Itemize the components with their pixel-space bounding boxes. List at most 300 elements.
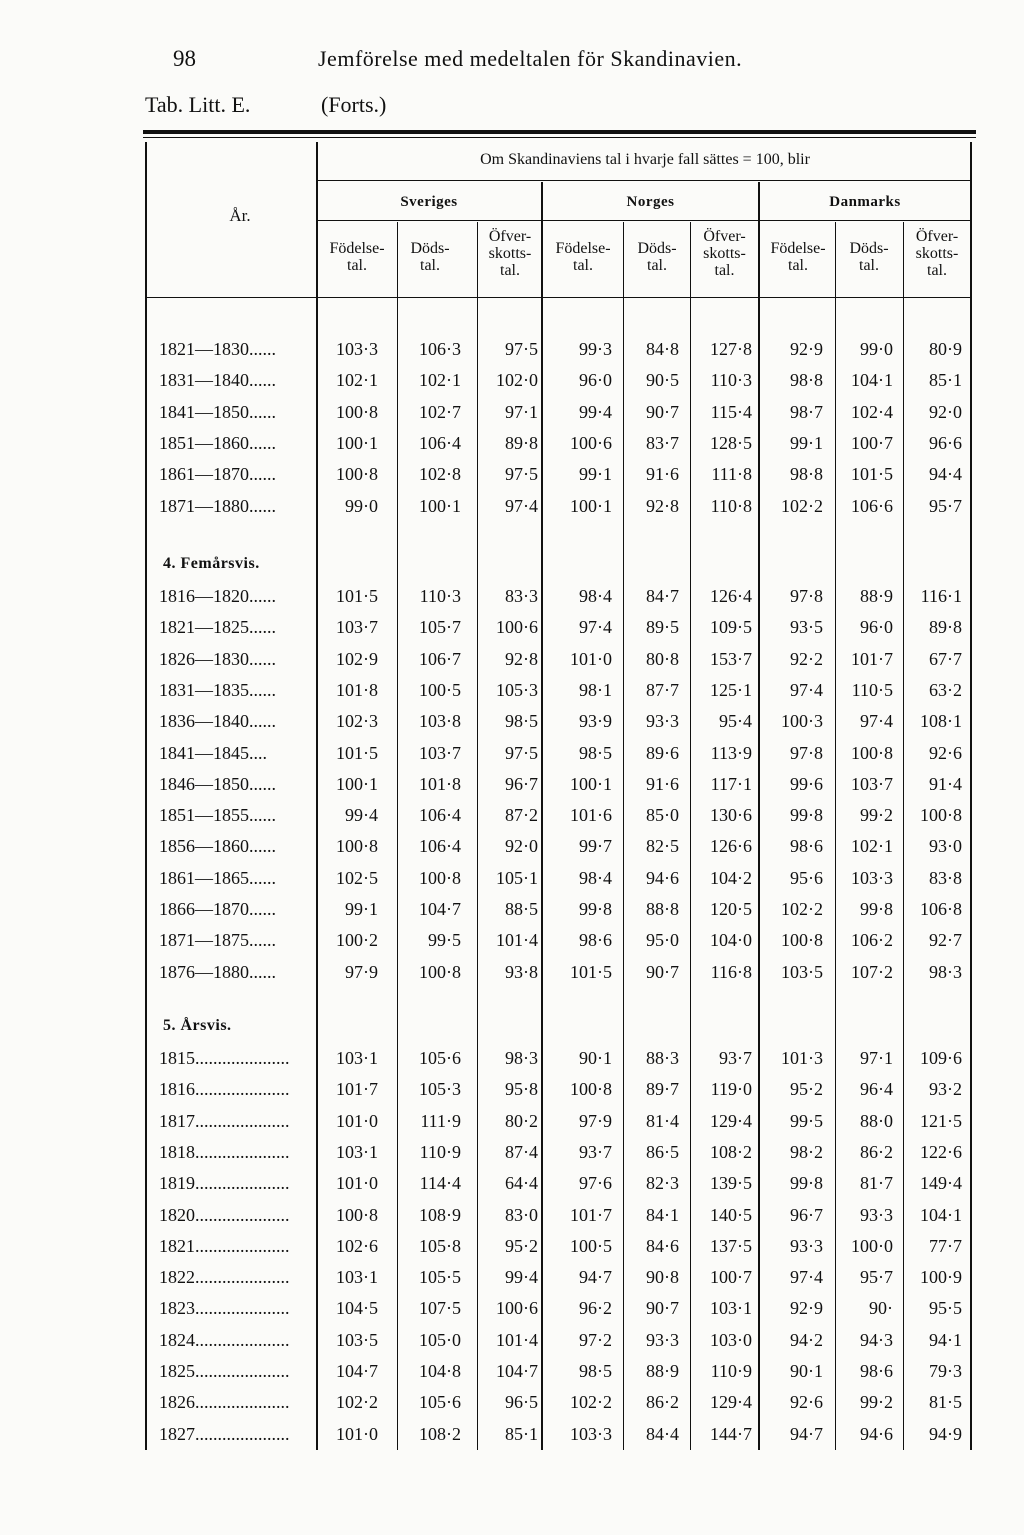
value-cell: 93·2 (929, 1079, 962, 1100)
value-cell: 92·7 (929, 930, 962, 951)
value-cell: 104·7 (336, 1361, 378, 1381)
value-cell: 97·5 (505, 339, 538, 359)
value-cell: 98·2 (790, 1141, 823, 1162)
value-cell: 101·0 (336, 1173, 378, 1194)
value-cell: 91·6 (646, 464, 679, 485)
value-cell: 102·1 (851, 836, 893, 857)
year-cell: 1831—1835...... (159, 679, 276, 700)
year-cell: 1841—1850...... (159, 401, 276, 422)
value-cell: 101·4 (496, 1329, 538, 1350)
value-cell: 144·7 (710, 1423, 752, 1444)
value-cell: 95·0 (646, 930, 679, 951)
value-cell: 93·7 (719, 1048, 752, 1068)
value-cell: 115·4 (710, 401, 752, 422)
value-cell: 89·5 (646, 617, 679, 638)
value-cell: 101·6 (570, 805, 612, 826)
value-cell: 116·8 (710, 961, 752, 982)
table-row (0, 1073, 1024, 1104)
value-cell: 97·9 (579, 1110, 612, 1131)
value-cell: 101·5 (336, 742, 378, 763)
value-cell: 100·1 (336, 432, 378, 453)
year-cell: 1826—1830...... (159, 648, 276, 669)
value-cell: 79·3 (929, 1361, 962, 1381)
value-cell: 94·3 (860, 1329, 893, 1350)
value-cell: 99·3 (579, 339, 612, 359)
table-row (0, 1230, 1024, 1261)
value-cell: 98·8 (790, 370, 823, 391)
table-label: Tab. Litt. E. (145, 92, 251, 117)
value-cell: 117·1 (710, 773, 752, 794)
value-cell: 86·2 (860, 1141, 893, 1162)
value-cell: 103·3 (851, 867, 893, 888)
value-cell: 140·5 (710, 1204, 752, 1225)
value-cell: 102·2 (781, 495, 823, 516)
value-cell: 104·7 (419, 899, 461, 919)
value-cell: 87·4 (505, 1141, 538, 1162)
value-cell: 64·4 (505, 1173, 538, 1194)
value-cell: 99·8 (579, 899, 612, 919)
year-cell: 1819..................... (159, 1173, 290, 1194)
value-cell: 92·6 (790, 1392, 823, 1413)
value-cell: 98·4 (579, 586, 612, 606)
value-cell: 128·5 (710, 432, 752, 453)
table-row (0, 893, 1024, 924)
value-cell: 90·1 (790, 1361, 823, 1381)
value-cell: 99·8 (790, 1173, 823, 1194)
value-cell: 97·4 (790, 679, 823, 700)
value-cell: 100·9 (920, 1267, 962, 1288)
value-cell: 87·2 (505, 805, 538, 826)
value-cell: 95·4 (719, 711, 752, 732)
value-cell: 83·3 (505, 586, 538, 606)
value-cell: 82·3 (646, 1173, 679, 1194)
value-cell: 102·0 (496, 370, 538, 391)
value-cell: 98·5 (579, 742, 612, 763)
year-cell: 1851—1855...... (159, 805, 276, 826)
table-row (0, 1324, 1024, 1355)
year-cell: 1866—1870...... (159, 899, 276, 919)
page-number: 98 (173, 46, 196, 71)
value-cell: 92·6 (929, 742, 962, 763)
value-cell: 95·8 (505, 1079, 538, 1100)
value-cell: 102·2 (781, 899, 823, 919)
value-cell: 98·4 (579, 867, 612, 888)
value-cell: 92·9 (790, 1298, 823, 1319)
value-cell: 106·3 (419, 339, 461, 359)
year-cell: 1821—1825...... (159, 617, 276, 638)
value-cell: 100·8 (336, 401, 378, 422)
value-cell: 92·2 (790, 648, 823, 669)
value-cell: 89·7 (646, 1079, 679, 1100)
value-cell: 81·7 (860, 1173, 893, 1194)
value-cell: 94·7 (579, 1267, 612, 1288)
table-row (0, 674, 1024, 705)
table-row (0, 1261, 1024, 1292)
value-cell: 90·7 (646, 401, 679, 422)
value-cell: 92·0 (929, 401, 962, 422)
super-header: Om Skandinaviens tal i hvarje fall sättes = 100, blir (480, 151, 810, 168)
value-cell: 99·2 (860, 805, 893, 826)
value-cell: 101·8 (336, 679, 378, 700)
value-cell: 80·9 (929, 339, 962, 359)
value-cell: 122·6 (920, 1141, 962, 1162)
value-cell: 149·4 (920, 1173, 962, 1194)
value-cell: 77·7 (929, 1235, 962, 1256)
table-row (0, 799, 1024, 830)
year-cell: 1826..................... (159, 1392, 290, 1413)
value-cell: 93·7 (579, 1141, 612, 1162)
value-cell: 96·0 (860, 617, 893, 638)
value-cell: 93·9 (579, 711, 612, 732)
value-cell: 93·3 (646, 1329, 679, 1350)
value-cell: 100·8 (419, 867, 461, 888)
value-cell: 100·8 (920, 805, 962, 826)
table-row (0, 490, 1024, 521)
value-cell: 100·0 (851, 1235, 893, 1256)
year-cell: 1856—1860...... (159, 836, 276, 857)
year-cell: 1841—1845.... (159, 742, 267, 763)
value-cell: 103·7 (851, 773, 893, 794)
value-cell: 105·1 (496, 867, 538, 888)
value-cell: 101·5 (851, 464, 893, 485)
value-cell: 98·1 (579, 679, 612, 700)
value-cell: 98·6 (860, 1361, 893, 1381)
value-cell: 127·8 (710, 339, 752, 359)
value-cell: 84·4 (646, 1423, 679, 1444)
value-cell: 85·1 (505, 1423, 538, 1444)
value-cell: 93·8 (505, 961, 538, 982)
year-cell: 1817..................... (159, 1110, 290, 1131)
value-cell: 95·7 (929, 495, 962, 516)
value-cell: 101·0 (336, 1423, 378, 1444)
value-cell: 104·0 (710, 930, 752, 951)
value-cell: 90·7 (646, 1298, 679, 1319)
running-title: Jemförelse med medeltalen för Skandinavien. (318, 46, 743, 71)
value-cell: 99·5 (428, 930, 461, 951)
value-cell: 97·6 (579, 1173, 612, 1194)
value-cell: 105·6 (419, 1048, 461, 1068)
column-header: Öfver- skotts- tal. (488, 228, 532, 279)
value-cell: 81·4 (646, 1110, 679, 1131)
value-cell: 97·4 (860, 711, 893, 732)
value-cell: 89·6 (646, 742, 679, 763)
value-cell: 96·6 (929, 432, 962, 453)
value-cell: 103·5 (336, 1329, 378, 1350)
value-cell: 108·2 (710, 1141, 752, 1162)
value-cell: 99·7 (579, 836, 612, 857)
value-cell: 94·4 (929, 464, 962, 485)
value-cell: 106·8 (920, 899, 962, 919)
value-cell: 106·4 (419, 805, 461, 826)
value-cell: 63·2 (929, 679, 962, 700)
table-row (0, 1418, 1024, 1449)
table-row (0, 1136, 1024, 1167)
table-continued-note: (Forts.) (321, 92, 387, 117)
value-cell: 103·8 (419, 711, 461, 732)
value-cell: 90·8 (646, 1267, 679, 1288)
value-cell: 101·4 (496, 930, 538, 951)
value-cell: 87·7 (646, 679, 679, 700)
value-cell: 101·7 (336, 1079, 378, 1100)
value-cell: 110·9 (419, 1141, 461, 1162)
value-cell: 105·0 (419, 1329, 461, 1350)
value-cell: 99·1 (790, 432, 823, 453)
value-cell: 92·8 (505, 648, 538, 669)
value-cell: 100·6 (496, 1298, 538, 1319)
value-cell: 97·2 (579, 1329, 612, 1350)
value-cell: 110·5 (851, 679, 893, 700)
value-cell: 129·4 (710, 1110, 752, 1131)
table-row (0, 737, 1024, 768)
value-cell: 103·1 (336, 1141, 378, 1162)
column-header: Öfver- skotts- tal. (915, 228, 959, 279)
value-cell: 97·4 (790, 1267, 823, 1288)
value-cell: 100·1 (570, 773, 612, 794)
year-cell: 1871—1880...... (159, 495, 276, 516)
year-cell: 1846—1850...... (159, 773, 276, 794)
value-cell: 100·8 (336, 836, 378, 857)
value-cell: 95·5 (929, 1298, 962, 1319)
table-row (0, 333, 1024, 364)
value-cell: 99·0 (860, 339, 893, 359)
value-cell: 93·0 (929, 836, 962, 857)
value-cell: 102·8 (419, 464, 461, 485)
value-cell: 95·7 (860, 1267, 893, 1288)
value-cell: 100·8 (336, 1204, 378, 1225)
table-row (0, 1042, 1024, 1073)
year-cell: 1825..................... (159, 1361, 290, 1381)
value-cell: 103·7 (336, 617, 378, 638)
value-cell: 119·0 (710, 1079, 752, 1100)
value-cell: 95·2 (505, 1235, 538, 1256)
year-cell: 1831—1840...... (159, 370, 276, 391)
value-cell: 96·5 (505, 1392, 538, 1413)
value-cell: 105·8 (419, 1235, 461, 1256)
value-cell: 98·7 (790, 401, 823, 422)
value-cell: 82·5 (646, 836, 679, 857)
value-cell: 104·1 (851, 370, 893, 391)
value-cell: 104·8 (419, 1361, 461, 1381)
value-cell: 100·8 (336, 464, 378, 485)
value-cell: 85·1 (929, 370, 962, 391)
value-cell: 97·4 (579, 617, 612, 638)
value-cell: 100·1 (336, 773, 378, 794)
value-cell: 106·4 (419, 836, 461, 857)
table-row (0, 364, 1024, 395)
value-cell: 106·6 (851, 495, 893, 516)
value-cell: 88·5 (505, 899, 538, 919)
value-cell: 89·8 (505, 432, 538, 453)
year-cell: 1827..................... (159, 1423, 290, 1444)
table-row (0, 830, 1024, 861)
table-row (0, 924, 1024, 955)
value-cell: 106·2 (851, 930, 893, 951)
table-row (0, 1386, 1024, 1417)
value-cell: 129·4 (710, 1392, 752, 1413)
table-row (0, 705, 1024, 736)
value-cell: 90· (869, 1298, 893, 1319)
value-cell: 98·6 (579, 930, 612, 951)
table-row (0, 1292, 1024, 1323)
value-cell: 101·5 (570, 961, 612, 982)
value-cell: 102·6 (336, 1235, 378, 1256)
value-cell: 99·2 (860, 1392, 893, 1413)
value-cell: 98·3 (929, 961, 962, 982)
value-cell: 110·3 (419, 586, 461, 606)
value-cell: 100·1 (570, 495, 612, 516)
value-cell: 103·3 (336, 339, 378, 359)
table-row (0, 768, 1024, 799)
value-cell: 105·3 (419, 1079, 461, 1100)
table-row (0, 396, 1024, 427)
value-cell: 80·8 (646, 648, 679, 669)
value-cell: 97·8 (790, 586, 823, 606)
value-cell: 121·5 (920, 1110, 962, 1131)
value-cell: 102·7 (419, 401, 461, 422)
value-cell: 94·9 (929, 1423, 962, 1444)
value-cell: 102·4 (851, 401, 893, 422)
value-cell: 103·3 (570, 1423, 612, 1444)
value-cell: 99·1 (345, 899, 378, 919)
value-cell: 99·4 (505, 1267, 538, 1288)
year-cell: 1822..................... (159, 1267, 290, 1288)
value-cell: 97·9 (345, 961, 378, 982)
year-cell: 1820..................... (159, 1204, 290, 1225)
value-cell: 100·8 (419, 961, 461, 982)
value-cell: 111·9 (420, 1110, 461, 1131)
value-cell: 105·5 (419, 1267, 461, 1288)
value-cell: 102·2 (336, 1392, 378, 1413)
value-cell: 103·1 (336, 1267, 378, 1288)
value-cell: 95·6 (790, 867, 823, 888)
value-cell: 109·6 (920, 1048, 962, 1068)
value-cell: 137·5 (710, 1235, 752, 1256)
value-cell: 100·5 (419, 679, 461, 700)
value-cell: 84·8 (646, 339, 679, 359)
value-cell: 98·6 (790, 836, 823, 857)
year-cell: 1821..................... (159, 1235, 290, 1256)
value-cell: 91·6 (646, 773, 679, 794)
value-cell: 126·6 (710, 836, 752, 857)
value-cell: 94·1 (929, 1329, 962, 1350)
group-header-danmarks: Danmarks (829, 194, 901, 210)
value-cell: 86·5 (646, 1141, 679, 1162)
value-cell: 100·8 (781, 930, 823, 951)
value-cell: 97·1 (505, 401, 538, 422)
value-cell: 93·3 (860, 1204, 893, 1225)
year-cell: 1876—1880...... (159, 961, 276, 982)
year-cell: 1815..................... (159, 1048, 290, 1068)
value-cell: 99·5 (790, 1110, 823, 1131)
value-cell: 101·5 (336, 586, 378, 606)
value-cell: 92·8 (646, 495, 679, 516)
value-cell: 107·5 (419, 1298, 461, 1319)
year-cell: 1836—1840...... (159, 711, 276, 732)
value-cell: 93·5 (790, 617, 823, 638)
value-cell: 103·7 (419, 742, 461, 763)
value-cell: 126·4 (710, 586, 752, 606)
value-cell: 100·6 (496, 617, 538, 638)
value-cell: 130·6 (710, 805, 752, 826)
value-cell: 100·7 (851, 432, 893, 453)
table-row (0, 1105, 1024, 1136)
value-cell: 88·9 (860, 586, 893, 606)
value-cell: 100·3 (781, 711, 823, 732)
value-cell: 104·7 (496, 1361, 538, 1381)
column-header: Döds- tal. (637, 240, 677, 274)
value-cell: 94·6 (860, 1423, 893, 1444)
value-cell: 102·1 (336, 370, 378, 391)
value-cell: 96·2 (579, 1298, 612, 1319)
value-cell: 99·4 (345, 805, 378, 826)
value-cell: 101·7 (570, 1204, 612, 1225)
year-cell: 1823..................... (159, 1298, 290, 1319)
value-cell: 94·2 (790, 1329, 823, 1350)
value-cell: 111·8 (711, 464, 752, 485)
value-cell: 101·7 (851, 648, 893, 669)
table-row (0, 611, 1024, 642)
year-cell: 1871—1875...... (159, 930, 276, 951)
value-cell: 101·3 (781, 1048, 823, 1068)
value-cell: 102·2 (570, 1392, 612, 1413)
value-cell: 153·7 (710, 648, 752, 669)
value-cell: 100·8 (570, 1079, 612, 1100)
value-cell: 95·2 (790, 1079, 823, 1100)
value-cell: 101·8 (419, 773, 461, 794)
value-cell: 90·1 (579, 1048, 612, 1068)
table-row (0, 1167, 1024, 1198)
value-cell: 110·9 (710, 1361, 752, 1381)
value-cell: 86·2 (646, 1392, 679, 1413)
value-cell: 108·9 (419, 1204, 461, 1225)
value-cell: 125·1 (710, 679, 752, 700)
value-cell: 109·5 (710, 617, 752, 638)
value-cell: 99·6 (790, 773, 823, 794)
year-cell: 1824..................... (159, 1329, 290, 1350)
value-cell: 88·0 (860, 1110, 893, 1131)
value-cell: 100·1 (419, 495, 461, 516)
value-cell: 98·5 (505, 711, 538, 732)
group-header-sveriges: Sveriges (400, 194, 458, 210)
table-row (0, 862, 1024, 893)
value-cell: 85·0 (646, 805, 679, 826)
value-cell: 102·1 (419, 370, 461, 391)
value-cell: 83·7 (646, 432, 679, 453)
year-cell: 1816—1820...... (159, 586, 276, 606)
value-cell: 104·1 (920, 1204, 962, 1225)
value-cell: 88·9 (646, 1361, 679, 1381)
value-cell: 84·6 (646, 1235, 679, 1256)
value-cell: 103·1 (710, 1298, 752, 1319)
section-title-arsvis: 5. Årsvis. (163, 1017, 232, 1034)
value-cell: 88·3 (646, 1048, 679, 1068)
value-cell: 99·8 (790, 805, 823, 826)
value-cell: 114·4 (419, 1173, 461, 1194)
value-cell: 88·8 (646, 899, 679, 919)
year-cell: 1861—1870...... (159, 464, 276, 485)
value-cell: 100·2 (336, 930, 378, 951)
value-cell: 101·0 (336, 1110, 378, 1131)
year-header: År. (229, 206, 251, 225)
value-cell: 99·1 (579, 464, 612, 485)
value-cell: 91·4 (929, 773, 962, 794)
value-cell: 99·8 (860, 899, 893, 919)
value-cell: 96·4 (860, 1079, 893, 1100)
value-cell: 139·5 (710, 1173, 752, 1194)
value-cell: 100·7 (710, 1267, 752, 1288)
value-cell: 97·8 (790, 742, 823, 763)
value-cell: 103·5 (781, 961, 823, 982)
